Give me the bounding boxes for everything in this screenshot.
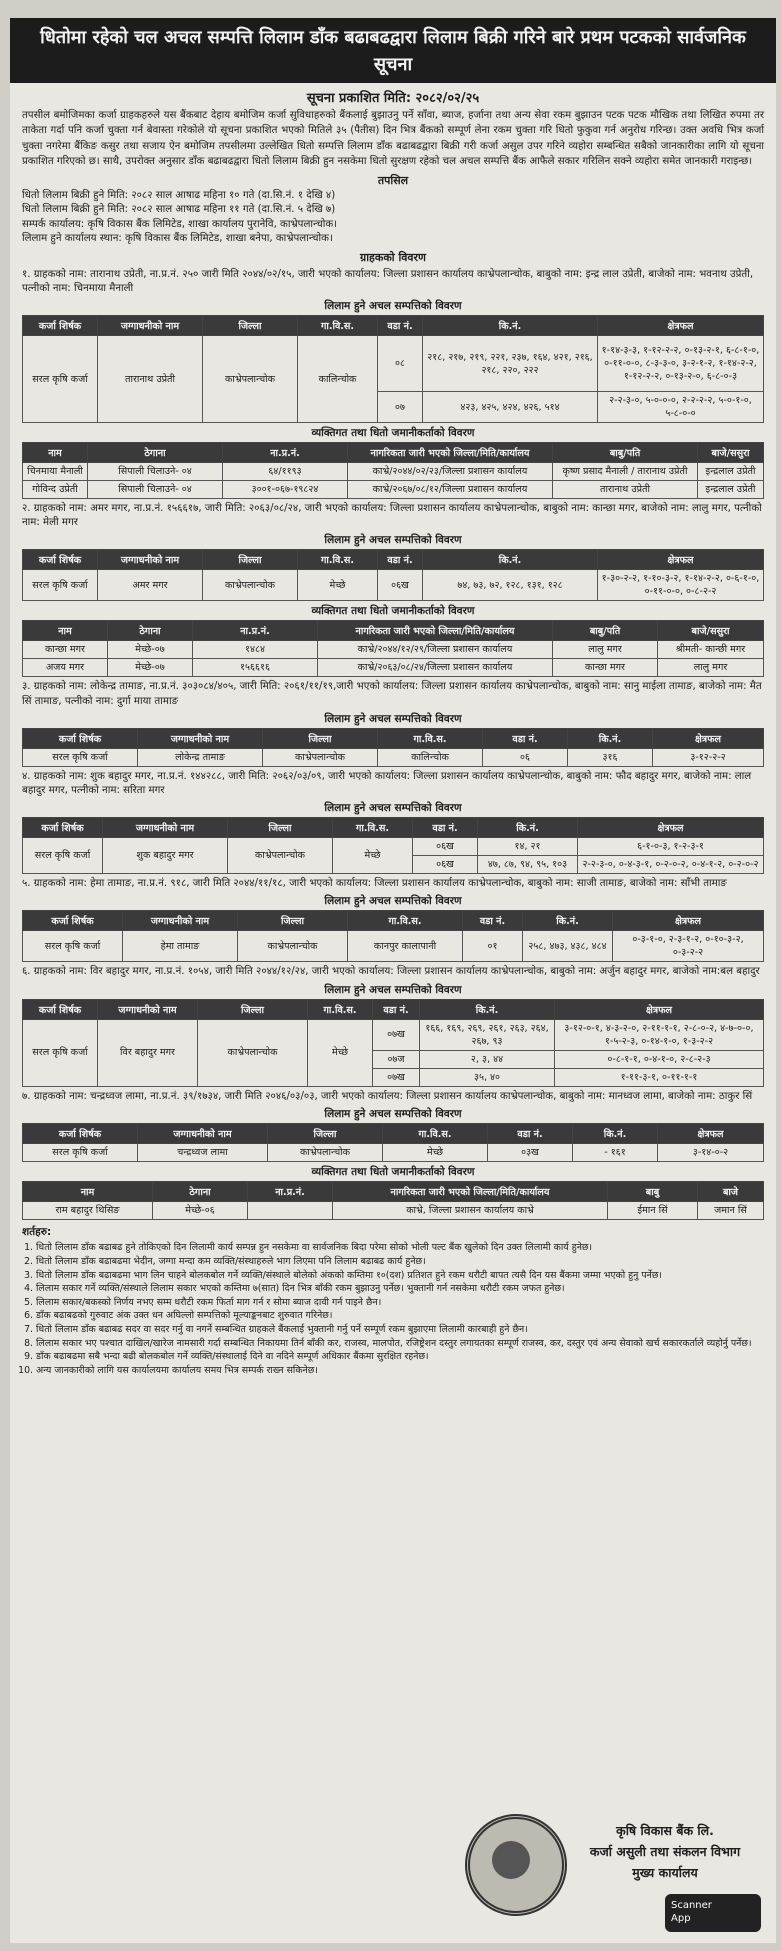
col-header: गा.वि.स.: [383, 1123, 488, 1143]
cell-address: सिपाली चिलाउने- ०४: [88, 481, 223, 499]
customer-1-guarantor-table: [22, 442, 764, 499]
customer-6-asset-table: [22, 999, 764, 1087]
col-header: क्षेत्रफल: [613, 911, 764, 931]
table-row: [23, 748, 764, 766]
cell-owner: चन्द्रध्वज लामा: [138, 1143, 268, 1161]
cell-citizenship: ३००१-०६७-१९८२४: [223, 481, 348, 499]
cell-citizenship: ६४/११९३: [223, 463, 348, 481]
conditions-heading: शर्तहरु:: [22, 1225, 52, 1238]
cell-loan: सरल कृषि कर्जा: [23, 1143, 138, 1161]
cell-grandfather: श्रीमती- कान्छी मगर: [658, 641, 764, 659]
col-header: बाबु/पति: [553, 621, 658, 641]
table-header-row: [23, 550, 764, 570]
cell-ward: ०७ख: [373, 1019, 420, 1050]
customer-4-info: ४. ग्राहकको नाम: शुक बहादुर मगर, ना.प्र.नं. १४४२८८, जारी मिति: २०६२/०३/०९, जारी भएको कार्यालय: जिल्ला प्रशासन कार्यालय काभ्रेपलान्चोक, बाबुको नाम: फौद बहादुर मगर, बाजेको नाम: लाल बहादुर मगर, पत्नीको नाम: सरिता मगर: [22, 770, 752, 797]
cell-owner: विर बहादुर मगर: [98, 1019, 198, 1086]
col-header: जिल्ला: [203, 316, 298, 336]
customer-2-asset-table: [22, 549, 764, 601]
cell-kitta: १६६, १६९, २६९, २६१, २६३, २६४, २६७, ९३: [420, 1019, 555, 1050]
customer-5-info: ५. ग्राहकको नाम: हेमा तामाङ, ना.प्र.नं. ९१८, जारी मिति २०४४/११/१८, जारी भएको कार्यालय: जिल्ला प्रशासन कार्यालय काभ्रेपलान्चोक, बाबुको नाम: साजी तामाङ, बाजेको नाम: साँभी तामाङ: [22, 878, 727, 890]
table-row: [23, 570, 764, 601]
intro-paragraph: तपसील बमोजिमका कर्जा ग्राहकहरुले यस बैंकबाट देहाय बमोजिम कर्जा सुविधाहरुको बैंकलाई बुझाउनु पर्ने साँवा, ब्याज, हर्जाना तथा अन्य सेवा रकम बुझाउन पटक पटक मौखिक तथा लिखित रुपमा तर ताकेता गर्दा पनि कर्जा चुक्ता गर्न बेवास्ता गरेकोले यो सूचना प्रकाशित भएको मितिले ३५ (पैतीस) दिन भित्र बैंकको सम्पूर्ण लेना रकम चुक्ता गरि धितो फुकुवा गर्न अनुरोध गरिन्छ। उक्त अवधि भित्र कर्जा चुक्ता नगरेमा बैंकिङ कसुर तथा सजाय ऐन बमोजिम तपसीलमा उल्लेखित धितो सम्पत्ति लिलाम डाँक बढाबढद्वारा बिक्री गरी कर्जा असुल उपर गरिने व्यहोरा सम्बन्धित सबैको जानकारीका लागि यो सूचना प्रकाशित गरिएको छ। साथै, उपरोक्त अनुसार डाँक बढाबढद्वारा धितो लिलाम बिक्री हुन नसकेमा धितो सुरक्षण रहेको चल अचल सम्पत्ति बैंक आफैले सकार गरिलिन सक्ने व्यहोरा समेत जानकारी गराइन्छ।: [22, 110, 765, 168]
cell-ward: ०६ख: [378, 570, 423, 601]
cell-ward: ०७ख: [373, 1068, 420, 1086]
table-row: [23, 481, 764, 499]
cell-father: ईमान सिं: [608, 1201, 698, 1219]
cell-kitta: ४२३, ४२५, ४२४, ४२६, ५१४: [423, 392, 598, 423]
col-header: जग्गाधनीको नाम: [138, 728, 263, 748]
cell-ward: ०३ख: [488, 1143, 573, 1161]
condition-item: 9. डाँक बढाबढमा सबै भन्दा बढी बोलकबोल गर्ने व्यक्ति/संस्थालाई दिने वा नदिने सम्पूर्ण अधिकार बैंकमा सुरक्षित रहनेछ।: [36, 1350, 764, 1364]
col-header: वडा नं.: [378, 550, 423, 570]
cell-citizenship: १४८४: [193, 641, 318, 659]
table-row: [23, 336, 764, 392]
cell-area: १-१४-३-३, १-१२-२-२, ०-१३-२-१, ६-८-१-०, ०-११-०-०, ८-३-३-०, ३-२-१-२, १-१४-२-२, १-१२-२-२, ०-१३-२-०, ६-८-०-३: [598, 336, 764, 392]
conditions-section: [10, 1226, 776, 1378]
col-header: कर्जा शिर्षक: [23, 999, 98, 1019]
cell-ward: ०७: [378, 392, 423, 423]
cell-father: कान्छा मगर: [553, 659, 658, 677]
cell-vdc: मेच्छे: [298, 570, 378, 601]
cell-area: २-२-३-०, ५-०-०-०, २-२-२-२, ५-०-१-०, ५-८-०-०: [598, 392, 764, 423]
cell-kitta: ४७, ८७, ९४, ९५, १०३: [478, 856, 578, 874]
cell-loan: सरल कृषि कर्जा: [23, 1019, 98, 1086]
cell-citizenship: [248, 1201, 333, 1219]
col-header: जिल्ला: [198, 999, 308, 1019]
customer-2-info: २. ग्राहकको नाम: अमर मगर, ना.प्र.नं. १५६६१७, जारी मिति: २०६३/०८/२४, जारी भएको कार्यालय: जिल्ला प्रशासन कार्यालय काभ्रेपलान्चोक, बाबुको नाम: कान्छा मगर, बाजेको नाम: लालु मगर, पत्नीको नाम: मेली मगर: [22, 503, 762, 529]
col-header: बाजे: [698, 1181, 764, 1201]
bank-name: कृषि विकास बैंक लि.: [616, 1823, 714, 1838]
cell-kitta: - १६१: [573, 1143, 658, 1161]
customer-2-guarantor-table: [22, 620, 764, 677]
cell-district: काभ्रेपलान्चोक: [263, 748, 378, 766]
col-header: जग्गाधनीको नाम: [98, 550, 203, 570]
cell-kitta: ७४, ७३, ७२, १२८, १३१, १२८: [423, 570, 598, 601]
cell-name: राम बहादुर थिसिङ: [23, 1201, 153, 1219]
cell-loan: सरल कृषि कर्जा: [23, 748, 138, 766]
customer-details-heading: ग्राहकको विवरण: [359, 250, 426, 264]
conditions-list: [36, 1241, 764, 1377]
cell-name: कान्छा मगर: [23, 641, 108, 659]
cell-owner: अमर मगर: [98, 570, 203, 601]
notice-title: धितोमा रहेको चल अचल सम्पत्ति लिलाम डाँक बढाबढद्वारा लिलाम बिक्री गरिने बारे प्रथम पटकको सार्वजनिक सूचना: [10, 18, 776, 83]
cell-district: काभ्रेपलान्चोक: [238, 931, 348, 962]
col-header: कि.नं.: [423, 316, 598, 336]
tapsil-heading: तपसिल: [377, 173, 409, 187]
cell-area: ३-१२-०-१, ४-३-२-०, २-११-१-१, २-८-०-२, ४-७-०-०, १-५-२-३, ०-१४-१-०, १-३-२-२: [555, 1019, 764, 1050]
tapsil-line: धितो लिलाम बिक्री हुने मिति: २०८२ साल आषाढ महिना १० गते (दा.सि.नं. १ देखि ४): [22, 189, 336, 201]
col-header: बाबु/पति: [553, 443, 698, 463]
cell-kitta: २१८, २१७, २१९, २२१, २३७, १६४, ४२१, २१६, २१८, २२०, २२२: [423, 336, 598, 392]
customer-4-asset-table: [22, 817, 764, 874]
badge-line-2: App: [671, 1913, 691, 1924]
col-header: नाम: [23, 1181, 153, 1201]
cell-issue: काभ्रे/२०४४/०२/२३/जिल्ला प्रशासन कार्यालय: [348, 463, 553, 481]
cell-district: काभ्रेपलान्चोक: [198, 1019, 308, 1086]
cell-area: ३-१२-२-२: [653, 748, 764, 766]
col-header: कर्जा शिर्षक: [23, 316, 98, 336]
asset-caption: लिलाम हुने अचल सम्पत्तिको विवरण: [324, 300, 462, 313]
col-header: जग्गाधनीको नाम: [98, 316, 203, 336]
cell-kitta: ३५, ४०: [420, 1068, 555, 1086]
office-name: मुख्य कार्यालय: [632, 1865, 698, 1880]
col-header: वडा नं.: [463, 911, 523, 931]
col-header: कि.नं.: [420, 999, 555, 1019]
col-header: गा.वि.स.: [298, 550, 378, 570]
guarantor-caption: व्यक्तिगत तथा धितो जमानीकर्ताको विवरण: [311, 427, 475, 440]
customer-1-info: १. ग्राहकको नाम: तारानाथ उप्रेती, ना.प्र.नं. २५० जारी मिति २०४४/०२/१५, जारी भएको कार्यालय: जिल्ला प्रशासन कार्यालय काभ्रेपलान्चोक, बाबुको नाम: इन्द्र लाल उप्रेती, बाजेको नाम: भवनाथ उप्रेती, पत्नीको नाम: चिनमाया मैनाली: [22, 268, 754, 294]
col-header: गा.वि.स.: [308, 999, 373, 1019]
cell-owner: तारानाथ उप्रेती: [98, 336, 203, 423]
table-row: [23, 641, 764, 659]
table-header-row: [23, 911, 764, 931]
asset-caption: लिलाम हुने अचल सम्पत्तिको विवरण: [324, 534, 462, 547]
cell-name: चिनमाया मैनाली: [23, 463, 88, 481]
cell-district: काभ्रेपलान्चोक: [203, 336, 298, 423]
table-header-row: [23, 818, 764, 838]
table-header-row: [23, 728, 764, 748]
condition-item: 8. लिलाम सकार भए पश्चात दाखिल/खारेज नामसारी गर्दा सम्बन्धित निकायमा तिर्न बाँकी कर, राजस्व, मालपोत, रजिष्ट्रेशन दस्तुर लगायतका सम्पूर्ण राजस्व, कर, दस्तुर एवं अन्य सेवाको खर्च सकारकर्ताले व्यहोर्नु पर्नेछ।: [36, 1337, 764, 1351]
col-header: कि.नं.: [523, 911, 613, 931]
cell-area: १-३०-२-२, १-१०-३-२, १-१४-२-२, ०-६-१-०, ०-११-०-०, ०-८-२-२: [598, 570, 764, 601]
cell-father: कृष्ण प्रसाद मैनाली / तारानाथ उप्रेती: [553, 463, 698, 481]
col-header: जग्गाधनीको नाम: [98, 999, 198, 1019]
col-header: बाजे/ससुरा: [698, 443, 764, 463]
col-header: क्षेत्रफल: [598, 550, 764, 570]
col-header: जग्गाधनीको नाम: [103, 818, 228, 838]
cell-owner: हेमा तामाङ: [123, 931, 238, 962]
table-row: [23, 1201, 764, 1219]
cell-area: २-२-३-०, ०-४-३-१, ०-२-०-२, ०-४-१-२, ०-२-०-२: [578, 856, 764, 874]
cell-grandfather: जमान सिं: [698, 1201, 764, 1219]
cell-father: लालु मगर: [553, 641, 658, 659]
cell-father: तारानाथ उप्रेती: [553, 481, 698, 499]
asset-caption: लिलाम हुने अचल सम्पत्तिको विवरण: [324, 712, 462, 725]
tapsil-line: धितो लिलाम बिक्री हुने मिति: २०८२ साल आषाढ महिना ११ गते (दा.सि.नं. ५ देखि ७): [22, 204, 336, 216]
cell-district: काभ्रेपलान्चोक: [228, 838, 333, 874]
cell-kitta: १४, २१: [478, 838, 578, 856]
col-header: कि.नं.: [573, 1123, 658, 1143]
cell-ward: ०६ख: [413, 856, 478, 874]
cell-issue: काभ्रे, जिल्ला प्रशासन कार्यालय काभ्रे: [333, 1201, 608, 1219]
cell-area: ०-८-१-१, ०-४-१-०, २-८-२-३: [555, 1050, 764, 1068]
tapsil-lines: [10, 189, 776, 247]
col-header: वडा नं.: [378, 316, 423, 336]
cell-kitta: ३१६: [568, 748, 653, 766]
col-header: ठेगाना: [153, 1181, 248, 1201]
cell-ward: ०६: [483, 748, 568, 766]
customer-7-info: ७. ग्राहकको नाम: चन्द्रध्वज लामा, ना.प्र.नं. ३९/१७३४, जारी मिति २०४६/०३/०३, जारी भएको कार्यालय: जिल्ला प्रशासन कार्यालय काभ्रेपलान्चोक, बाबुको नाम: मानध्वज लामा, बाजेको नाम: ठाकुर सिं: [22, 1090, 753, 1102]
cell-issue: काभ्रे/२०६३/०८/२४/जिल्ला प्रशासन कार्यालय: [318, 659, 553, 677]
col-header: वडा नं.: [373, 999, 420, 1019]
col-header: जिल्ला: [268, 1123, 383, 1143]
customer-1-asset-table: [22, 315, 764, 423]
cell-address: मेच्छे-०६: [153, 1201, 248, 1219]
table-header-row: [23, 621, 764, 641]
cell-loan: सरल कृषि कर्जा: [23, 838, 103, 874]
col-header: गा.वि.स.: [348, 911, 463, 931]
cell-address: सिपाली चिलाउने- ०४: [88, 463, 223, 481]
cell-kitta: २५८, ४७३, ४३८, ४८४: [523, 931, 613, 962]
col-header: ना.प्र.नं.: [193, 621, 318, 641]
col-header: नागरिकता जारी भएको जिल्ला/मिति/कार्यालय: [318, 621, 553, 641]
asset-caption: लिलाम हुने अचल सम्पत्तिको विवरण: [324, 802, 462, 815]
col-header: कर्जा शिर्षक: [23, 818, 103, 838]
col-header: ठेगाना: [108, 621, 193, 641]
department-name: कर्जा असुली तथा संकलन विभाग: [589, 1844, 741, 1859]
condition-item: 6. डाँक बढाबढको गुरुवाट अंक उक्त धन अघिल्लो सम्पत्तिको मूल्याङ्कनबाट शुरुवात गरिनेछ।: [36, 1309, 764, 1323]
table-row: [23, 1019, 764, 1050]
cell-ward: ०१: [463, 931, 523, 962]
col-header: जिल्ला: [263, 728, 378, 748]
col-header: वडा नं.: [483, 728, 568, 748]
cell-area: ३-१४-०-२: [658, 1143, 764, 1161]
table-row: [23, 1143, 764, 1161]
table-row: [23, 931, 764, 962]
col-header: जग्गाधनीको नाम: [138, 1123, 268, 1143]
cell-area: ६-१-०-३, १-२-३-१: [578, 838, 764, 856]
table-header-row: [23, 1181, 764, 1201]
table-row: [23, 659, 764, 677]
col-header: कर्जा शिर्षक: [23, 728, 138, 748]
col-header: नागरिकता जारी भएको जिल्ला/मिति/कार्यालय: [333, 1181, 608, 1201]
cell-ward: ०६ख: [413, 838, 478, 856]
cell-ward: ०८: [378, 336, 423, 392]
condition-item: 2. धितो लिलाम डाँक बढाबढमा भेदीन, जग्गा मन्दा कम व्यक्ति/संस्थाहरुले भाग लिएमा पनि लिलाम बढाबढ कार्य हुनेछ।: [36, 1255, 764, 1269]
customer-5-asset-table: [22, 910, 764, 962]
customer-3-info: ३. ग्राहकको नाम: लोकेन्द्र तामाङ, ना.प्र.नं. ३०३०८४/४०५, जारी मिति: २०६१/११/१९,जारी भएको कार्यालय: जिल्ला प्रशासन कार्यालय काभ्रेपलान्चोक, बाबुको नाम: सानु माईला तामाङ, बाजेको नाम: मैत सिं तामाङ, पत्नीको नाम: दुर्गा माया तामाङ: [22, 681, 762, 707]
col-header: गा.वि.स.: [298, 316, 378, 336]
col-header: गा.वि.स.: [378, 728, 483, 748]
cell-area: १-११-३-१, ०-११-१-१: [555, 1068, 764, 1086]
col-header: बाबु: [608, 1181, 698, 1201]
col-header: कर्जा शिर्षक: [23, 911, 123, 931]
cell-vdc: कालिन्चोक: [378, 748, 483, 766]
tapsil-line: सम्पर्क कार्यालय: कृषि विकास बैंक लिमिटेड, शाखा कार्यालय पुरानेवि, काभ्रेपलान्चोक।: [22, 218, 338, 230]
cell-owner: शुक बहादुर मगर: [103, 838, 228, 874]
guarantor-caption: व्यक्तिगत तथा धितो जमानीकर्ताको विवरण: [311, 605, 475, 618]
cell-district: काभ्रेपलान्चोक: [203, 570, 298, 601]
table-row: [23, 463, 764, 481]
cell-loan: सरल कृषि कर्जा: [23, 570, 98, 601]
col-header: नागरिकता जारी भएको जिल्ला/मिति/कार्यालय: [348, 443, 553, 463]
footer: [10, 1808, 776, 1943]
col-header: ना.प्र.नं.: [248, 1181, 333, 1201]
col-header: क्षेत्रफल: [658, 1123, 764, 1143]
cell-grandfather: इन्द्रलाल उप्रेती: [698, 481, 764, 499]
notice-page: [10, 18, 776, 1943]
bank-signature-block: [570, 1820, 760, 1883]
col-header: ठेगाना: [88, 443, 223, 463]
cell-citizenship: १५६६१६: [193, 659, 318, 677]
cell-vdc: कानपुर कालापानी: [348, 931, 463, 962]
cell-name: गोविन्द उप्रेती: [23, 481, 88, 499]
col-header: कर्जा शिर्षक: [23, 550, 98, 570]
cell-address: मेच्छे-०७: [108, 641, 193, 659]
col-header: वडा नं.: [488, 1123, 573, 1143]
col-header: कि.नं.: [423, 550, 598, 570]
table-row: [23, 838, 764, 856]
cell-kitta: २, ३, ४४: [420, 1050, 555, 1068]
cell-vdc: मेच्छे: [308, 1019, 373, 1086]
condition-item: 5. लिलाम सकार/बकस्को निर्णय नभए सम्म धरौटी रकम फिर्ता माग गर्न र सोमा ब्याज दावी गर्न पाइने छैन।: [36, 1296, 764, 1310]
tapsil-line: लिलाम हुने कार्यालय स्थान: कृषि विकास बैंक लिमिटेड, शाखा बनेपा, काभ्रेपलान्चोक।: [22, 233, 333, 245]
publish-date: सूचना प्रकाशित मिति: २०८२/०२/२५: [306, 91, 480, 106]
col-header: बाजे/ससुरा: [658, 621, 764, 641]
cell-vdc: कालिन्चोक: [298, 336, 378, 423]
col-header: कर्जा शिर्षक: [23, 1123, 138, 1143]
asset-caption: लिलाम हुने अचल सम्पत्तिको विवरण: [324, 1107, 462, 1120]
table-header-row: [23, 999, 764, 1019]
condition-item: 1. धितो लिलाम डाँक बढाबढ हुने तोकिएको दिन लिलामी कार्य सम्पन्न हुन नसकेमा वा सार्वजनिक बिदा परेमा सोको भोली पल्ट बैंक खुलेको दिन उक्त लिलामी कार्य हुनेछ।: [36, 1241, 764, 1255]
cell-owner: लोकेन्द्र तामाङ: [138, 748, 263, 766]
cell-address: मेच्छे-०७: [108, 659, 193, 677]
condition-item: 7. धितो लिलाम डाँक बढाबढ सदर वा सदर गर्नु वा नगर्ने सम्बन्धित ग्राहकले बैंकलाई भुक्तानी गर्नु पर्ने सम्पूर्ण रकम बुझाएमा लिलामी कारबाही हुने छैन।: [36, 1323, 764, 1337]
guarantor-caption: व्यक्तिगत तथा धितो जमानीकर्ताको विवरण: [311, 1165, 475, 1178]
cell-grandfather: इन्द्रलाल उप्रेती: [698, 463, 764, 481]
customer-7-guarantor-table: [22, 1181, 764, 1220]
col-header: नाम: [23, 621, 108, 641]
table-header-row: [23, 316, 764, 336]
col-header: ना.प्र.नं.: [223, 443, 348, 463]
col-header: कि.नं.: [478, 818, 578, 838]
scanner-app-badge: [665, 1894, 761, 1932]
cell-name: अजय मगर: [23, 659, 108, 677]
cell-issue: काभ्रे/२०४४/१२/२९/जिल्ला प्रशासन कार्यालय: [318, 641, 553, 659]
col-header: जिल्ला: [203, 550, 298, 570]
customer-7-asset-table: [22, 1123, 764, 1162]
col-header: जग्गाधनीको नाम: [123, 911, 238, 931]
col-header: जिल्ला: [238, 911, 348, 931]
cell-issue: काभ्रे/२०६७/०८/१२/जिल्ला प्रशासन कार्यालय: [348, 481, 553, 499]
badge-line-1: Scanner: [671, 1900, 712, 1911]
table-header-row: [23, 443, 764, 463]
cell-loan: सरल कृषि कर्जा: [23, 336, 98, 423]
cell-vdc: मेच्छे: [333, 838, 413, 874]
cell-vdc: मेच्छे: [383, 1143, 488, 1161]
cell-area: ०-३-१-०, २-३-१-२, ०-१०-३-२, ०-३-२-२: [613, 931, 764, 962]
table-header-row: [23, 1123, 764, 1143]
asset-caption: लिलाम हुने अचल सम्पत्तिको विवरण: [324, 895, 462, 908]
condition-item: 4. लिलाम सकार गर्ने व्यक्ति/संस्थाले लिलाम सकार भएको कम्तिमा ७(सात) दिन भित्र बाँकी रकम बुझाउनु पर्नेछ। भुक्तानी गर्न नसकेमा धरौटी रकम जफत हुनेछ।: [36, 1282, 764, 1296]
col-header: नाम: [23, 443, 88, 463]
col-header: क्षेत्रफल: [555, 999, 764, 1019]
asset-caption: लिलाम हुने अचल सम्पत्तिको विवरण: [324, 983, 462, 996]
col-header: क्षेत्रफल: [653, 728, 764, 748]
cell-ward: ०७ज: [373, 1050, 420, 1068]
col-header: क्षेत्रफल: [598, 316, 764, 336]
customer-6-info: ६. ग्राहकको नाम: विर बहादुर मगर, ना.प्र.नं. १०५४, जारी मिति २०४४/१२/२४, जारी भएको कार्यालय: जिल्ला प्रशासन कार्यालय काभ्रेपलान्चोक, बाबुको नाम: अर्जुन बहादुर मगर, बाजेको नाम:बल बहादुर: [22, 966, 760, 978]
bank-seal-icon: [465, 1814, 567, 1916]
col-header: क्षेत्रफल: [578, 818, 764, 838]
col-header: कि.नं.: [568, 728, 653, 748]
condition-item: 10. अन्य जानकारीको लागि यस कार्यालयमा कार्यालय समय भित्र सम्पर्क राख्न सकिनेछ।: [36, 1364, 764, 1378]
col-header: गा.वि.स.: [333, 818, 413, 838]
condition-item: 3. धितो लिलाम डाँक बढाबढमा भाग लिन चाहने बोलकबोल गर्ने व्यक्ति/संस्थाले बोलेको अंकको कम्तिमा १०(दश) प्रतिशत हुने रकम धरौटी बापत त्यसै दिन यस बैंकमा जम्मा भएको हुनु पर्नेछ।: [36, 1269, 764, 1283]
customer-3-asset-table: [22, 728, 764, 767]
cell-district: काभ्रेपलान्चोक: [268, 1143, 383, 1161]
cell-loan: सरल कृषि कर्जा: [23, 931, 123, 962]
col-header: वडा नं.: [413, 818, 478, 838]
cell-grandfather: लालु मगर: [658, 659, 764, 677]
col-header: जिल्ला: [228, 818, 333, 838]
